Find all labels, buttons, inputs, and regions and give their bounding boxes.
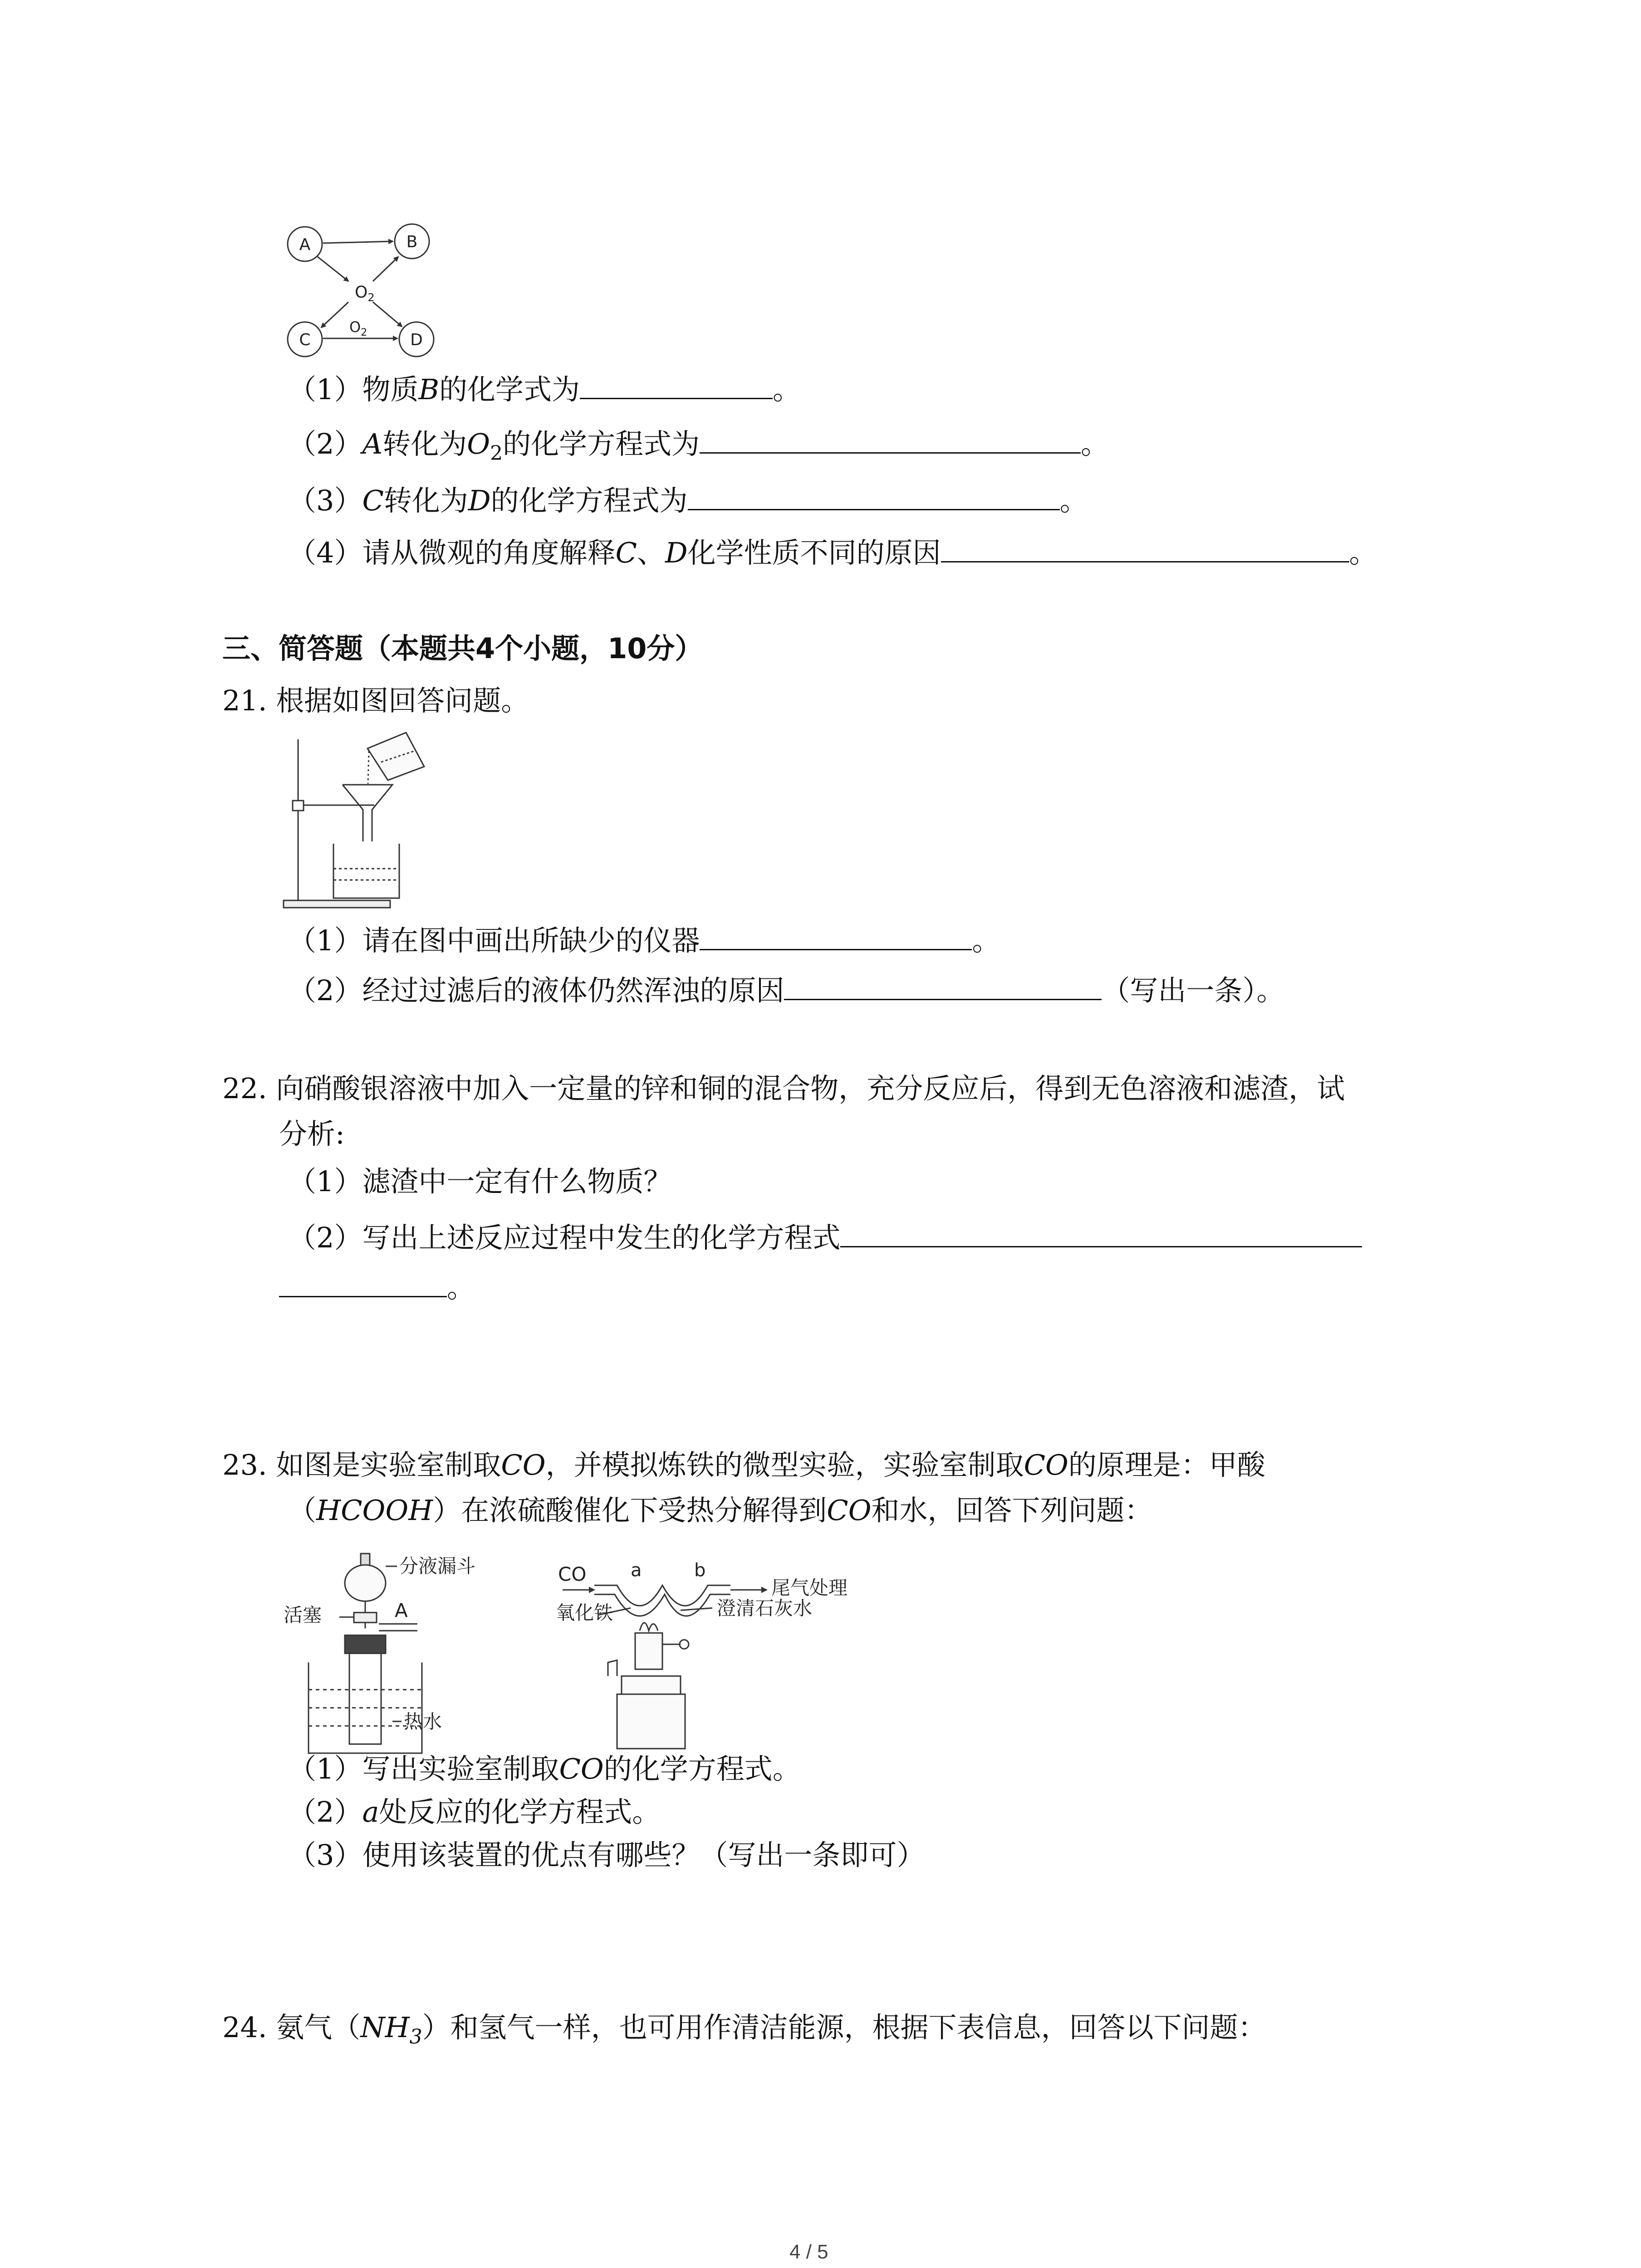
q20-part4: （4）请从微观的角度解释C、D化学性质不同的原因 。 xyxy=(288,533,1377,571)
q23-part1: （1）写出实验室制取CO的化学方程式。 xyxy=(288,1752,801,1785)
answer-blank[interactable] xyxy=(580,370,773,399)
q20-part3: （3）C转化为D的化学方程式为 。 xyxy=(288,481,1088,519)
conversion-diagram xyxy=(272,213,463,363)
node-d-label: D xyxy=(410,331,423,349)
port-a-label: A xyxy=(395,1599,408,1622)
center-o2-label: $O_2$ xyxy=(355,283,375,304)
co-inlet-label: CO xyxy=(558,1563,587,1585)
edge-o2-label: $O_2$ xyxy=(349,318,367,338)
q23-stem-line1: 23. 如图是实验室制取CO，并模拟炼铁的微型实验，实验室制取CO的原理是：甲酸 xyxy=(222,1448,1265,1481)
section-title: 三、简答题（本题共4个小题，10分） xyxy=(222,632,703,665)
q24-stem: 24. 氨气$(NH_3)$和氢气一样，也可用作清洁能源，根据下表信息，回答以下问题： xyxy=(222,2011,1266,2048)
q22-part2: （2）写出上述反应过程中发生的化学方程式 xyxy=(288,1218,1362,1256)
valve-label: 活塞 xyxy=(284,1604,322,1626)
answer-blank[interactable] xyxy=(840,1218,1362,1247)
iron-oxide-label: 氧化铁 xyxy=(556,1602,613,1624)
node-b-label: B xyxy=(406,233,418,251)
q22-part2-continued: 。 xyxy=(279,1268,475,1306)
q21-part2: （2）经过过滤后的液体仍然浑浊的原因 （写出一条）。 xyxy=(288,971,1284,1009)
point-a-label: a xyxy=(631,1560,642,1581)
answer-blank[interactable] xyxy=(700,424,1081,454)
q21-part1: （1）请在图中画出所缺少的仪器 。 xyxy=(288,921,1000,959)
q23-part2: （2）a处反应的化学方程式。 xyxy=(288,1795,661,1828)
answer-blank[interactable] xyxy=(941,533,1349,562)
answer-blank[interactable] xyxy=(279,1268,447,1297)
q20-part2: （2）A转化为$O_2$的化学方程式为 。 xyxy=(288,424,1109,472)
q22-part1: （1）滤渣中一定有什么物质？ xyxy=(288,1165,672,1198)
q20-part1: （1）物质B的化学式为 。 xyxy=(288,370,801,408)
q22-stem-line1: 22. 向硝酸银溶液中加入一定量的锌和铜的混合物，充分反应后，得到无色溶液和滤渣，试 xyxy=(222,1072,1345,1105)
funnel-label: 分液漏斗 xyxy=(399,1555,476,1577)
answer-blank[interactable] xyxy=(700,921,972,950)
answer-blank[interactable] xyxy=(784,971,1102,1000)
q22-stem-line2: 分析: xyxy=(279,1117,345,1150)
limewater-label: 澄清石灰水 xyxy=(717,1597,813,1619)
node-a-label: A xyxy=(299,235,311,254)
page-number: 4 / 5 xyxy=(789,2241,828,2263)
q21-stem: 21. 根据如图回答问题。 xyxy=(222,684,529,717)
point-b-label: b xyxy=(694,1560,706,1581)
node-c-label: C xyxy=(299,331,311,349)
exhaust-label: 尾气处理 xyxy=(771,1577,848,1599)
co-experiment-figure xyxy=(281,1549,907,1762)
answer-blank[interactable] xyxy=(688,481,1060,510)
q23-part3: （3）使用该装置的优点有哪些？（写出一条即可） xyxy=(288,1838,925,1872)
q23-stem-line2: （HCOOH）在浓硫酸催化下受热分解得到CO和水，回答下列问题： xyxy=(288,1494,1153,1527)
hot-water-label: 热水 xyxy=(404,1711,442,1733)
filtration-apparatus-figure xyxy=(279,730,433,909)
